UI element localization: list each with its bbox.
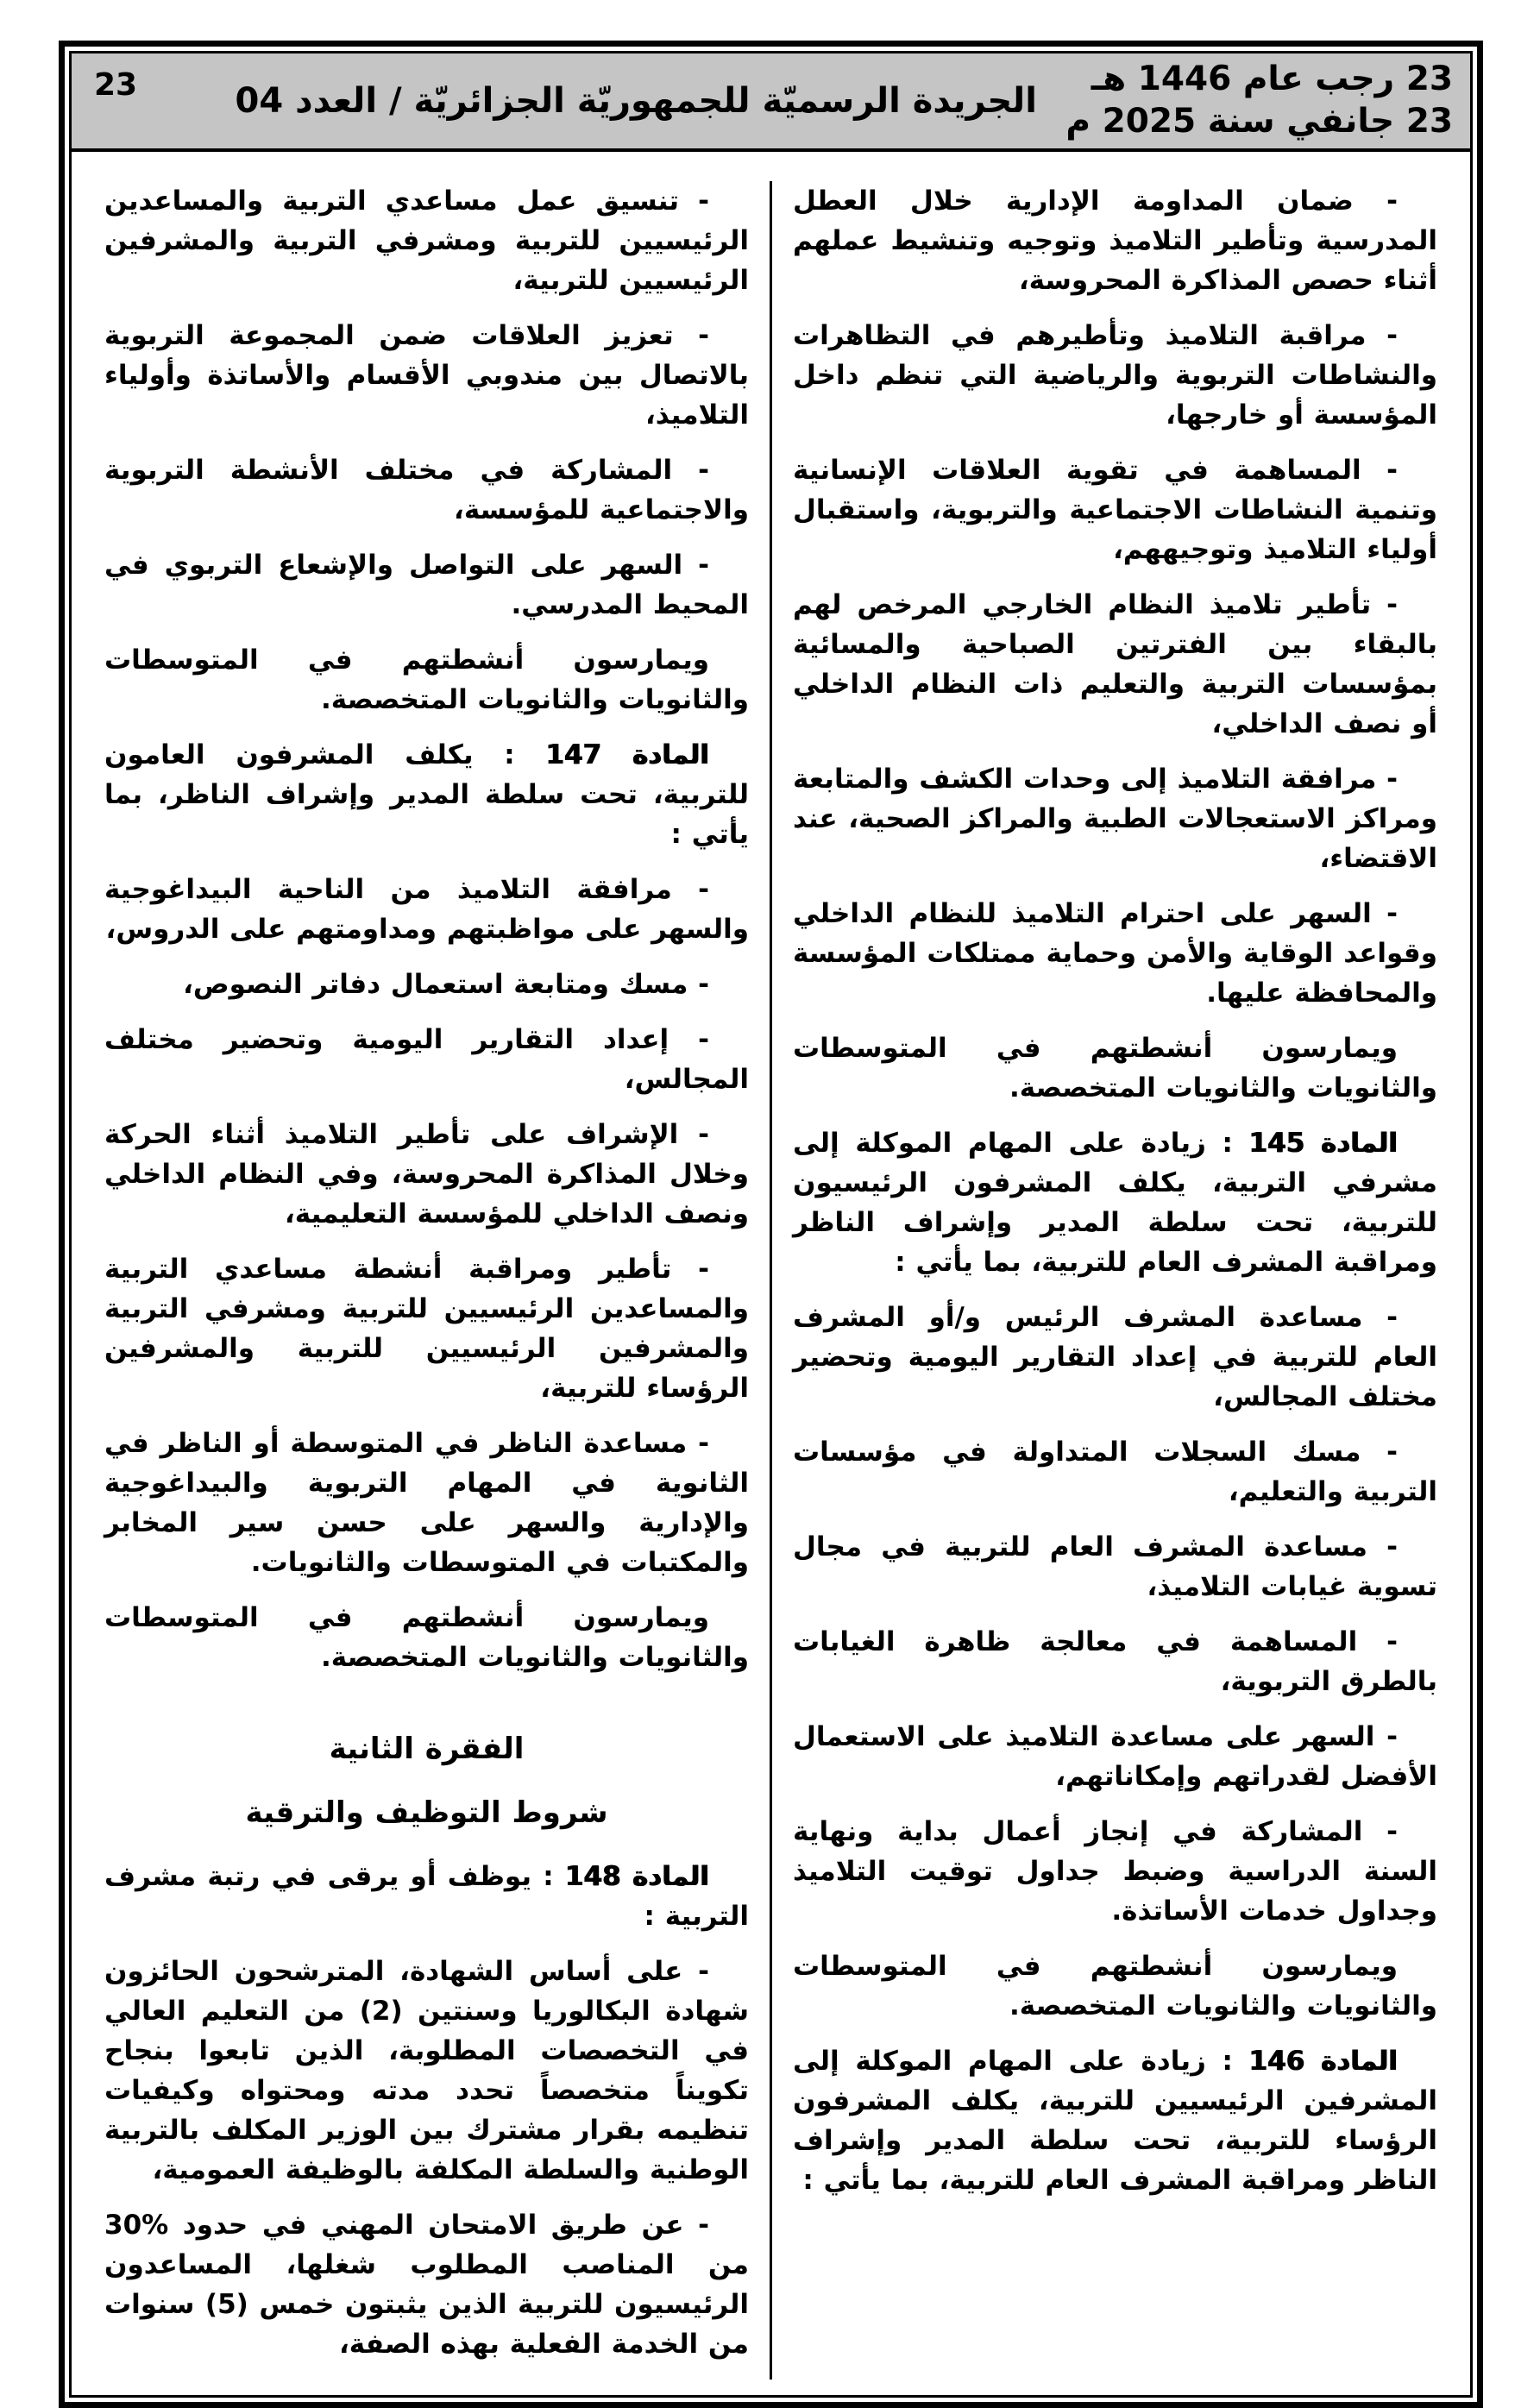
article-paragraph: المادة 146 : زيادة على المهام الموكلة إلى المشرفين الرئيسيين للتربية، يكلف المشرفون الرؤساء للتربية، تحت سلطة المدير وإشراف الناظر ومراقبة المشرف العام للتربية، بما يأتي : — [793, 2045, 1437, 2196]
paragraph: - إعداد التقارير اليومية وتحضير مختلف المجالس، — [104, 1023, 749, 1095]
paragraph: - تأطير تلاميذ النظام الخارجي المرخص لهم بالبقاء بين الفترتين الصباحية والمسائية بمؤسسات التربية والتعليم ذات النظام الداخلي أو نصف الداخلي، — [793, 588, 1437, 739]
paragraph: - المساهمة في تقوية العلاقات الإنسانية وتنمية النشاطات الاجتماعية والتربوية، واستقبال أولياء التلاميذ وتوجيههم، — [793, 454, 1437, 565]
paragraph: - الإشراف على تأطير التلاميذ أثناء الحركة وخلال المذاكرة المحروسة، وفي النظام الداخلي ونصف الداخلي للمؤسسة التعليمية، — [104, 1118, 749, 1229]
paragraph: - المساهمة في معالجة ظاهرة الغيابات بالطرق التربوية، — [793, 1625, 1437, 1697]
header-bar — [72, 53, 1470, 152]
paragraph: - المشاركة في إنجاز أعمال بداية ونهاية السنة الدراسية وضبط جداول توقيت التلاميذ وجداول خدمات الأساتذة. — [793, 1815, 1437, 1927]
column-divider — [770, 181, 772, 2380]
paragraph: - تنسيق عمل مساعدي التربية والمساعدين الرئيسيين للتربية ومشرفي التربية والمشرفين الرئيسيين للتربية، — [104, 185, 749, 296]
gregorian-date: 23 جانفي سنة 2025 م — [1065, 101, 1453, 141]
paragraph: - مساعدة المشرف الرئيس و/أو المشرف العام للتربية في إعداد التقارير اليومية وتحضير مختلف المجالس، — [793, 1301, 1437, 1412]
paragraph: ويمارسون أنشطتهم في المتوسطات والثانويات والثانويات المتخصصة. — [104, 1601, 749, 1673]
article-number-label: المادة 145 — [1248, 1127, 1398, 1159]
article-number-label: المادة 148 — [565, 1860, 709, 1892]
paragraph: - مسك ومتابعة استعمال دفاتر النصوص، — [183, 968, 709, 1000]
page-number: 23 — [94, 67, 138, 103]
paragraph: - مساعدة الناظر في المتوسطة أو الناظر في الثانوية في المهام التربوية والبيداغوجية والإدارية والسهر على حسن سير المخابر والمكتبات في المتوسطات والثانويات. — [104, 1427, 749, 1578]
paragraph: ويمارسون أنشطتهم في المتوسطات والثانويات والثانويات المتخصصة. — [793, 1950, 1437, 2021]
paragraph: - مساعدة المشرف العام للتربية في مجال تسوية غيابات التلاميذ، — [793, 1531, 1437, 1602]
paragraph: - تعزيز العلاقات ضمن المجموعة التربوية بالاتصال بين مندوبي الأقسام والأساتذة وأولياء التلاميذ، — [104, 319, 749, 431]
paragraph: - المشاركة في مختلف الأنشطة التربوية والاجتماعية للمؤسسة، — [104, 454, 749, 525]
section-heading: الفقرة الثانية — [329, 1731, 525, 1766]
article-paragraph: المادة 145 : زيادة على المهام الموكلة إلى مشرفي التربية، يكلف المشرفون الرئيسيون للتربية، تحت سلطة المدير وإشراف الناظر ومراقبة المشرف العام للتربية، بما يأتي : — [793, 1127, 1437, 1278]
article-paragraph: المادة 147 : يكلف المشرفون العامون للتربية، تحت سلطة المدير وإشراف الناظر، بما يأتي : — [104, 739, 749, 850]
paragraph: - مرافقة التلاميذ إلى وحدات الكشف والمتابعة ومراكز الاستعجالات الطبية والمراكز الصحية، عند الاقتضاء، — [793, 763, 1437, 874]
paragraph: - مراقبة التلاميذ وتأطيرهم في التظاهرات والنشاطات التربوية والرياضية التي تنظم داخل المؤسسة أو خارجها، — [793, 319, 1437, 431]
left-column — [84, 181, 770, 2380]
text-columns — [72, 152, 1470, 2395]
paragraph: - تأطير ومراقبة أنشطة مساعدي التربية والمساعدين الرئيسيين للتربية ومشرفي التربية والمشرفين الرئيسيين للتربية والمشرفين الرؤساء للتربية، — [104, 1253, 749, 1404]
right-column — [772, 181, 1458, 2380]
paragraph: - السهر على التواصل والإشعاع التربوي في المحيط المدرسي. — [104, 549, 749, 620]
paragraph: ويمارسون أنشطتهم في المتوسطات والثانويات والثانويات المتخصصة. — [793, 1032, 1437, 1103]
paragraph: - السهر على مساعدة التلاميذ على الاستعمال الأفضل لقدراتهم وإمكاناتهم، — [793, 1720, 1437, 1792]
paragraph: ويمارسون أنشطتهم في المتوسطات والثانويات والثانويات المتخصصة. — [104, 644, 749, 715]
paragraph: - مسك السجلات المتداولة في مؤسسات التربية والتعليم، — [793, 1436, 1437, 1507]
paragraph: - عن طريق الامتحان المهني في حدود %30 من المناصب المطلوب شغلها، المساعدون الرئيسيون للتربية الذين يثبتون خمس (5) سنوات من الخدمة الفعلية بهذه الصفة، — [104, 2209, 749, 2360]
header-dates — [1065, 59, 1453, 143]
paragraph: - مرافقة التلاميذ من الناحية البيداغوجية والسهر على مواظبتهم ومداومتهم على الدروس، — [104, 873, 749, 945]
paragraph: - ضمان المداومة الإدارية خلال العطل المدرسية وتأطير التلاميذ وتوجيه وتنشيط عملهم أثناء حصص المذاكرة المحروسة، — [793, 185, 1437, 296]
page-frame — [59, 41, 1483, 2408]
page-frame-inner — [69, 51, 1473, 2398]
article-paragraph: المادة 148 : يوظف أو يرقى في رتبة مشرف التربية : — [104, 1860, 749, 1932]
paragraph: - السهر على احترام التلاميذ للنظام الداخلي وقواعد الوقاية والأمن وحماية ممتلكات المؤسسة والمحافظة عليها. — [793, 897, 1437, 1009]
hijri-date: 23 رجب عام 1446 هـ — [1091, 60, 1453, 98]
paragraph: - على أساس الشهادة، المترشحون الحائزون شهادة البكالوريا وسنتين (2) من التعليم العالي في التخصصات المطلوبة، الذين تابعوا بنجاح تكويناً متخصصاً تحدد مدته ومحتواه وكيفيات تنظيمه بقرار مشترك بين الوزير المكلف بالتربية الوطنية والسلطة المكلفة بالوظيفة العمومية، — [104, 1955, 749, 2185]
article-number-label: المادة 147 — [545, 739, 709, 770]
article-number-label: المادة 146 — [1248, 2045, 1398, 2077]
section-heading: شروط التوظيف والترقية — [245, 1795, 608, 1830]
gazette-title: الجريدة الرسميّة للجمهوريّة الجزائريّة / العدد 04 — [235, 80, 1037, 121]
